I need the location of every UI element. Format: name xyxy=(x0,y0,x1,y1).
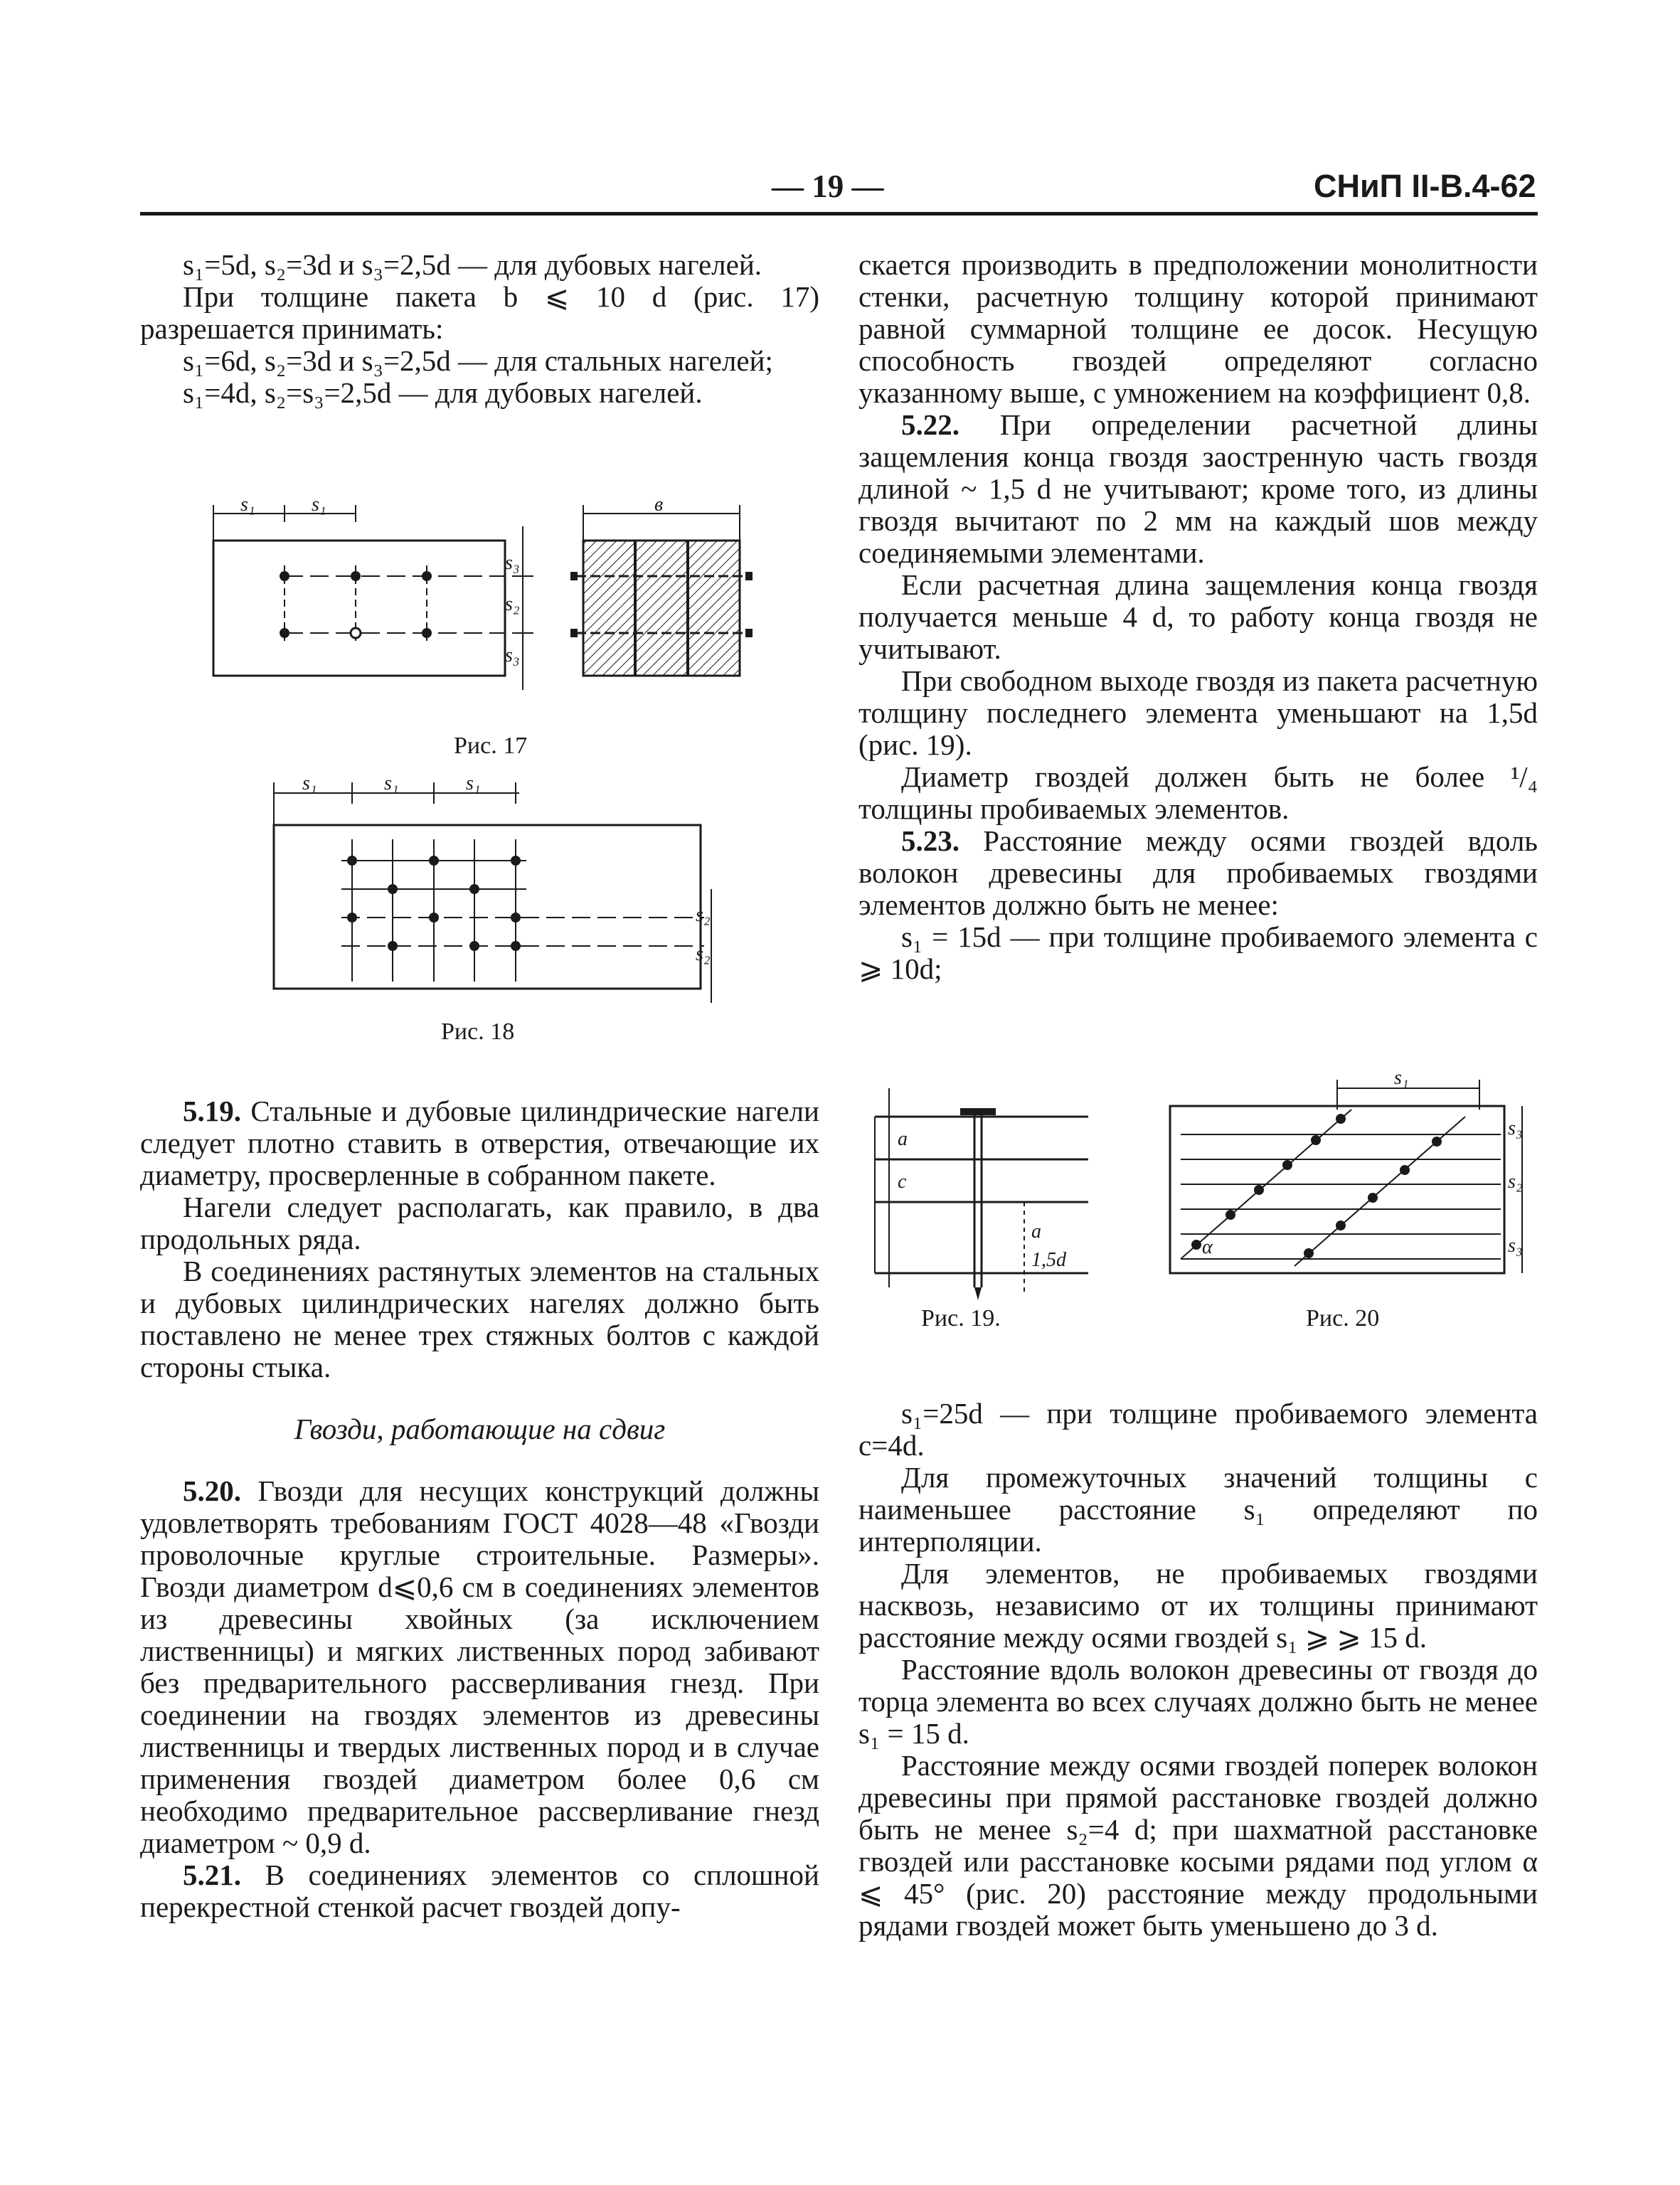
paragraph-5-22 xyxy=(858,409,1538,569)
fig18-label-s2: s₂ xyxy=(696,904,711,926)
fig19-label-c: c xyxy=(898,1171,907,1193)
paragraph-text: Стальные и дубовые цилиндрические нагели следует плотно ставить в отверстия, отвечающие их диаметру, просверленные в собранном пакете. xyxy=(140,1095,820,1191)
paragraph-5-20 xyxy=(140,1475,819,1859)
paragraph: Нагели следует располагать, как правило, в два продольных ряда. xyxy=(140,1191,819,1255)
fig20-label-s1: s₁ xyxy=(1394,1067,1409,1089)
paragraph: s₁ = 15d — при толщине пробиваемого элемента c ⩾ 10d; xyxy=(858,920,1538,985)
fig18-label-s1b: s₁ xyxy=(384,775,399,794)
document-code: СНиП II-В.4-62 xyxy=(1314,168,1536,204)
paragraph: s₁=6d, s₂=3d и s₃=2,5d — для стальных нагелей; xyxy=(183,344,773,377)
paragraph-5-19 xyxy=(140,1095,819,1191)
fig19-label-a: a xyxy=(898,1128,908,1150)
fig19-caption: Рис. 19. xyxy=(921,1305,1001,1331)
fig18-caption: Рис. 18 xyxy=(441,1019,515,1045)
paragraph: Расстояние между осями гвоздей поперек волокон древесины при прямой расстановке гвоздей должно быть не менее s₂=4 d; при шахматной расстановке гвоздей или расстановке косыми рядами под углом α ⩽ 45° (рис. 20) расстояние между продольными рядами гвоздей может быть уменьшено до 3 d. xyxy=(858,1749,1538,1942)
figure-17 xyxy=(206,498,775,690)
left-column-bottom xyxy=(140,1095,819,1923)
clause-number: 5.20. xyxy=(183,1474,241,1507)
clause-number: 5.19. xyxy=(183,1095,241,1127)
figure-20 xyxy=(1166,1067,1543,1280)
paragraph: Если расчетная длина защемления конца гвоздя получается меньше 4 d, то работу конца гвоздя не учитывают. xyxy=(858,568,1538,665)
paragraph: Диаметр гвоздей должен быть не более ¹/₄ толщины пробиваемых элементов. xyxy=(858,760,1538,825)
fig17-label-s3: s₃ xyxy=(505,552,520,574)
header-rule xyxy=(140,212,1538,216)
fig17-label-s2: s₂ xyxy=(505,593,520,615)
paragraph: s₁=4d, s₂=s₃=2,5d — для дубовых нагелей. xyxy=(183,376,703,409)
paragraph: Для элементов, не пробиваемых гвоздями насквозь, независимо от их толщины принимают расстояние между осями гвоздей s₁ ⩾ ⩾ 15 d. xyxy=(858,1557,1538,1654)
fig19-label-a2: a xyxy=(1031,1221,1041,1243)
paragraph: Для промежуточных значений толщины c наименьшее расстояние s₁ определяют по интерполяции. xyxy=(858,1461,1538,1558)
paragraph: Расстояние вдоль волокон древесины от гвоздя до торца элемента во всех случаях должно быть не менее s₁ = 15 d. xyxy=(858,1653,1538,1750)
paragraph-text: Гвозди для несущих конструкций должны удовлетворять требованиям ГОСТ 4028—48 «Гвозди проволочные круглые строительные. Размеры». Гвозди диаметром d⩽0,6 см в соединениях элементов из древесины хвойных (за исключением лиственницы) и мягких лиственных пород забивают без предварительного рассверливания гнезд. При соединении на гвоздях элементов из древесины лиственницы и твердых лиственных пород и в случае применения гвоздей диаметром более 0,6 см необходимо предварительное рассверливание гнезд диаметром ~ 0,9 d. xyxy=(140,1474,819,1859)
fig20-label-alpha: α xyxy=(1202,1236,1213,1258)
fig17-caption: Рис. 17 xyxy=(454,733,528,759)
clause-number: 5.21. xyxy=(183,1859,241,1891)
fig17-label-b: в xyxy=(654,498,664,516)
fig20-label-s3: s₃ xyxy=(1508,1117,1523,1139)
figure-18 xyxy=(270,775,725,1010)
fig17-label-s3b: s₃ xyxy=(505,644,520,666)
fig20-label-s2: s₂ xyxy=(1508,1171,1523,1193)
fig18-label-s1: s₁ xyxy=(302,775,317,794)
clause-number: 5.23. xyxy=(901,824,959,857)
paragraph-text: В соединениях элементов со сплошной перекрестной стенкой расчет гвоздей допу- xyxy=(140,1859,819,1923)
left-column-top xyxy=(140,249,819,409)
fig17-label-s1b: s₁ xyxy=(312,498,326,516)
paragraph: скается производить в предположении монолитности стенки, расчетную толщину которой принимают равной суммарной толщине ее досок. Несущую способность гвоздей определяют согласно указанному выше, с умножением на коэффициент 0,8. xyxy=(858,248,1538,409)
clause-number: 5.22. xyxy=(901,408,959,441)
paragraph-text: Расстояние между осями гвоздей вдоль волокон древесины для пробиваемых гвоздями элементов должно быть не менее: xyxy=(858,824,1538,921)
right-column-top xyxy=(858,249,1538,985)
fig20-label-s3b: s₃ xyxy=(1508,1235,1523,1257)
paragraph: При толщине пакета b ⩽ 10 d (рис. 17) разрешается принимать: xyxy=(140,280,819,345)
paragraph-text: При определении расчетной длины защемления конца гвоздя заостренную часть гвоздя длиной ~ 1,5 d не учитывают; кроме того, из длины гвоздя вычитают по 2 мм на каждый шов между соединяемыми элементами. xyxy=(858,408,1538,569)
page-number: — 19 — xyxy=(772,169,884,204)
right-column-bottom xyxy=(858,1398,1538,1942)
paragraph: s₁=5d, s₂=3d и s₃=2,5d — для дубовых нагелей. xyxy=(183,248,762,281)
paragraph: s₁=25d — при толщине пробиваемого элемента c=4d. xyxy=(858,1397,1538,1462)
paragraph-5-21 xyxy=(140,1859,819,1923)
fig19-label-15d: 1,5d xyxy=(1031,1249,1066,1271)
fig18-label-s2b: s₂ xyxy=(696,943,711,965)
fig20-caption: Рис. 20 xyxy=(1306,1305,1380,1331)
paragraph-5-23 xyxy=(858,825,1538,921)
fig17-label-s1: s₁ xyxy=(240,498,255,516)
figure-19 xyxy=(861,1074,1095,1302)
paragraph: В соединениях растянутых элементов на стальных и дубовых цилиндрических нагелях должно быть поставлено не менее трех стяжных болтов с каждой стороны стыка. xyxy=(140,1255,819,1383)
fig18-label-s1c: s₁ xyxy=(466,775,481,794)
paragraph: При свободном выходе гвоздя из пакета расчетную толщину последнего элемента уменьшают на 1,5d (рис. 19). xyxy=(858,664,1538,761)
section-title: Гвозди, работающие на сдвиг xyxy=(294,1413,666,1445)
